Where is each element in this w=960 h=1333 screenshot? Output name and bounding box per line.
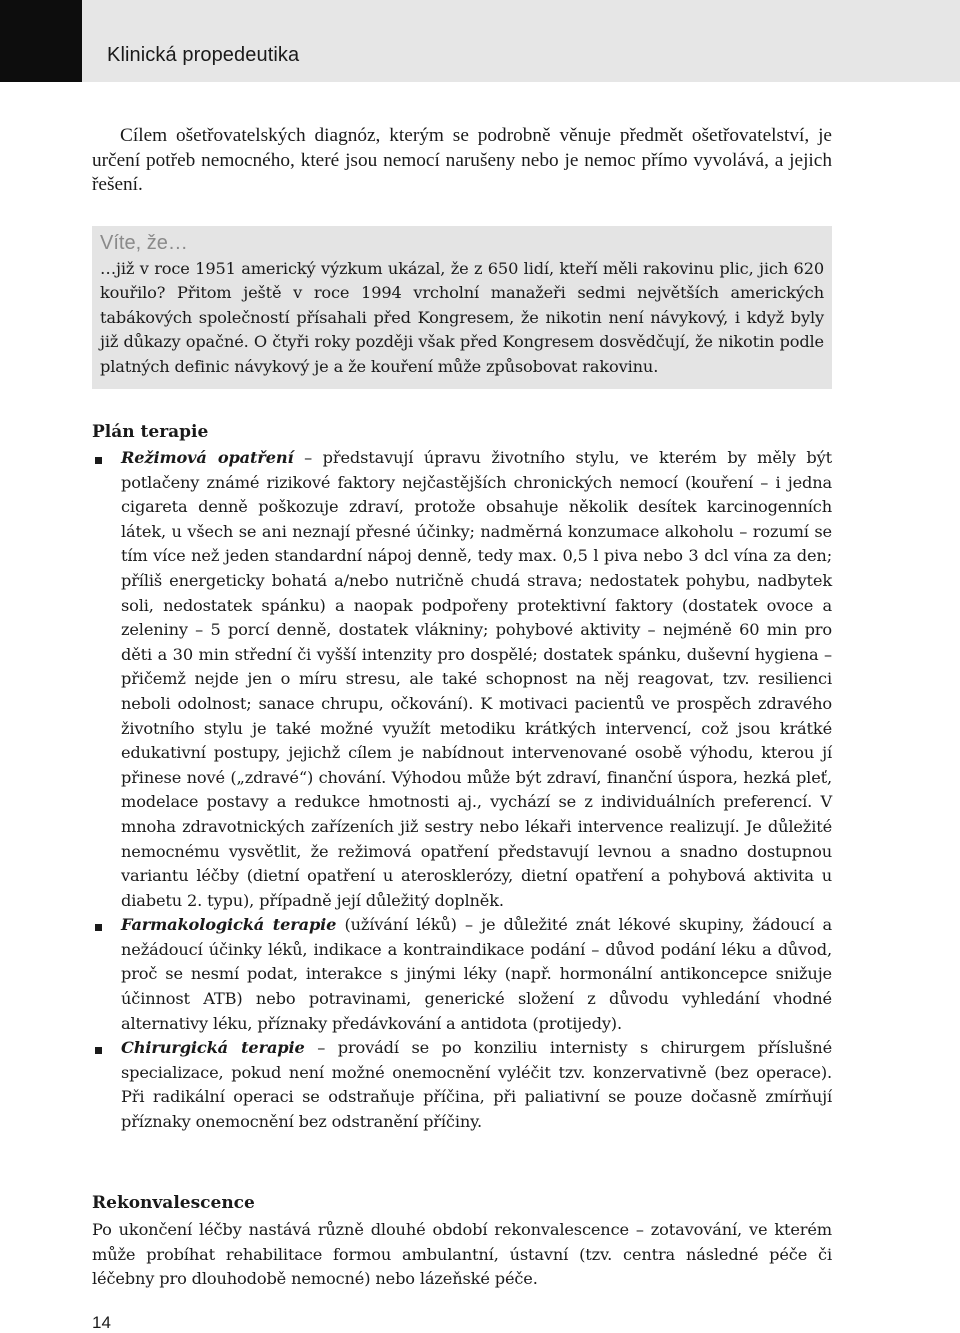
did-you-know-title: Víte, že… [100,232,188,254]
convalescence-paragraph: Po ukončení léčby nastává různě dlouhé období rekonvalescence – zotavování, ve kterém může probíhat rehabilitace formou ambulantní, ústavní (tzv. centra následné péče či léčebny pro dlouhodobě nemocné) nebo lázeňské péče. [92,1220,832,1289]
page-number: 14 [92,1313,111,1332]
list-item [92,1036,832,1134]
list-item-text: – představují úpravu životního stylu, ve kterém by měly být potlačeny známé rizikové faktory nejčastějších chronických nemocí (kouření – i jedna cigareta denně poškozuje zdraví, protože obsahuje několik desítek karcinogenních látek, u všech se ani neznají přesné účinky; nadměrná konzumace alkoholu – rozumí se tím více než jeden standardní nápoj denně, tedy max. 0,5 l piva nebo 3 dcl vína za den; příliš energeticky bohatá a/nebo nutričně chudá strava; nedostatek pohybu, nadbytek soli, nedostatek spánku) a naopak podpořeny protektivní faktory (dostatek ovoce a zeleniny – 5 porcí denně, dostatek vlákniny; pohybové aktivity – nejméně 60 min pro děti a 30 min střední či vyšší intenzity pro dospělé; dostatek spánku, duševní hygiena – přičemž nejde jen o míru stresu, ale také schopnost na něj reagovat, tzv. resilienci neboli odolnost; sanace chrupu, očkování). K motivaci pacientů ve prospěch zdravého životního stylu je také možné využít metodiku krátkých intervencí, což jsou krátké edukativní postupy, jejichž cílem je nabídnout intervenované osobě výhodu, kterou jí přinese nové („zdravé“) chování. Výhodou může být zdraví, finanční úspora, hezká pleť, modelace postavy a redukce hmotnosti aj., vychází se z individuálních preferencí. V mnoha zdravotnických zařízeních již sestry nebo lékaři intervence realizují. Je důležité nemocnému vysvětlit, že režimová opatření představují levnou a snadno dostupnou variantu léčby (dietní opatření u aterosklerózy, dietní opatření a pohybová aktivita u diabetu 2. typu), případně její důležitý doplněk. [121,448,832,910]
square-bullet-icon [95,457,102,464]
list-item [92,446,832,913]
square-bullet-icon [95,924,102,931]
list-item-text: (užívání léků) – je důležité znát lékové skupiny, žádoucí a nežádoucí účinky léků, indikace a kontraindikace podání – důvod podání léku a důvod, proč se nesmí podat, interakce s jinými léky (např. hormonální antikoncepce snižuje účinnost ATB) nebo potravinami, generické složení z důvodu vyhledání vhodné alternativy léku, příznaky předávkování a antidota (protijedy). [121,915,832,1033]
list-item-text: – provádí se po konziliu internisty s chirurgem příslušné specializace, pokud není možné onemocnění vyléčit tzv. konzervativně (bez operace). Při radikální operaci se odstraňuje příčina, při paliativní se pouze dočasně zmírňují příznaky onemocnění bez odstranění příčiny. [121,1038,832,1132]
list-item-term: Režimová opatření [121,448,294,467]
did-you-know-box [92,226,832,389]
square-bullet-icon [95,1047,102,1054]
chapter-tab [0,0,82,82]
list-item-term: Chirurgická terapie [121,1038,305,1058]
therapy-plan-list [92,446,832,1135]
running-head: Klinická propedeutika [107,44,300,66]
list-item-term: Farmakologická terapie [121,915,337,935]
list-item [92,913,832,1036]
intro-paragraph: Cílem ošetřovatelských diagnóz, kterým se podrobně věnuje předmět ošetřovatelství, je určení potřeb nemocného, které jsou nemocí narušeny nebo je nemoc přímo vyvolává, a jejich řešení. [92,125,832,196]
did-you-know-text: …již v roce 1951 americký výzkum ukázal, že z 650 lidí, kteří měli rakovinu plic, jich 620 kouřilo? Přitom ještě v roce 1994 vrcholní manažeři sedmi největších amerických tabákových společností přísahali před Kongresem, že nikotin není návykový, i když byly již důkazy opačné. O čtyři roky později však před Kongresem dosvědčují, že nikotin podle platných definic návykový je a že kouření může způsobovat rakovinu. [100,259,824,376]
convalescence-heading: Rekonvalescence [92,1193,255,1213]
header-bar [0,0,960,82]
therapy-plan-heading: Plán terapie [92,422,209,442]
